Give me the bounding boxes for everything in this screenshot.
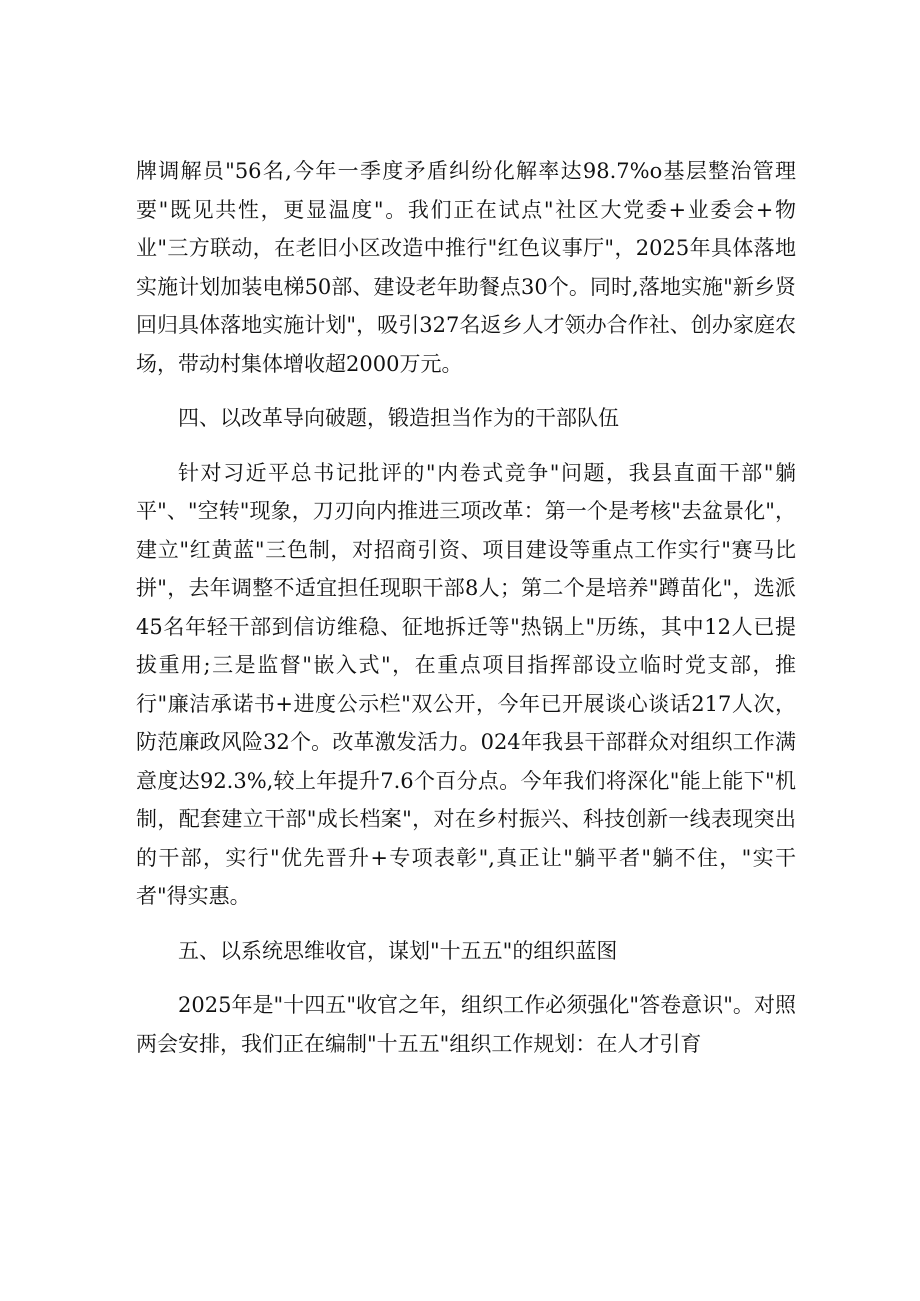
section-heading-four: 四、以改革导向破题，锻造担当作为的干部队伍 — [178, 406, 619, 430]
document-body — [136, 152, 796, 1079]
paragraph-grassroots-governance: 牌调解员"56名,今年一季度矛盾纠纷化解率达98.7%o基层整治管理要"既见共性，更显温度"。我们正在试点"社区大党委+业委会+物业"三方联动，在老旧小区改造中推行"红色议事厅"，2025年具体落地实施计划加装电梯50部、建设老年助餐点30个。同时,落地实施"新乡贤回归具体落地实施计划"，吸引327名返乡人才领办合作社、创办家庭农场，带动村集体增收超2000万元。 — [136, 159, 796, 376]
paragraph-cadre-reform: 针对习近平总书记批评的"内卷式竞争"问题，我县直面干部"躺平"、"空转"现象，刀刃向内推进三项改革：第一个是考核"去盆景化"，建立"红黄蓝"三色制，对招商引资、项目建设等重点工作实行"赛马比拼"，去年调整不适宜担任现职干部8人；第二个是培养"蹲苗化"，选派45名年轻干部到信访维稳、征地拆迁等"热锅上"历练，其中12人已提拔重用;三是监督"嵌入式"，在重点项目指挥部设立临时党支部，推行"廉洁承诺书+进度公示栏"双公开，今年已开展谈心谈话217人次，防范廉政风险32个。改革激发活力。024年我县干部群众对组织工作满意度达92.3%,较上年提升7.6个百分点。今年我们将深化"能上能下"机制，配套建立干部"成长档案"，对在乡村振兴、科技创新一线表现突出的干部，实行"优先晋升+专项表彰",真正让"躺平者"躺不住，"实干者"得实惠。 — [136, 460, 796, 908]
paragraph-planning: 2025年是"十四五"收官之年，组织工作必须强化"答卷意识"。对照两会安排，我们正在编制"十五五"组织工作规划：在人才引育 — [136, 993, 796, 1056]
section-heading-five: 五、以系统思维收官，谋划"十五五"的组织蓝图 — [178, 938, 618, 963]
